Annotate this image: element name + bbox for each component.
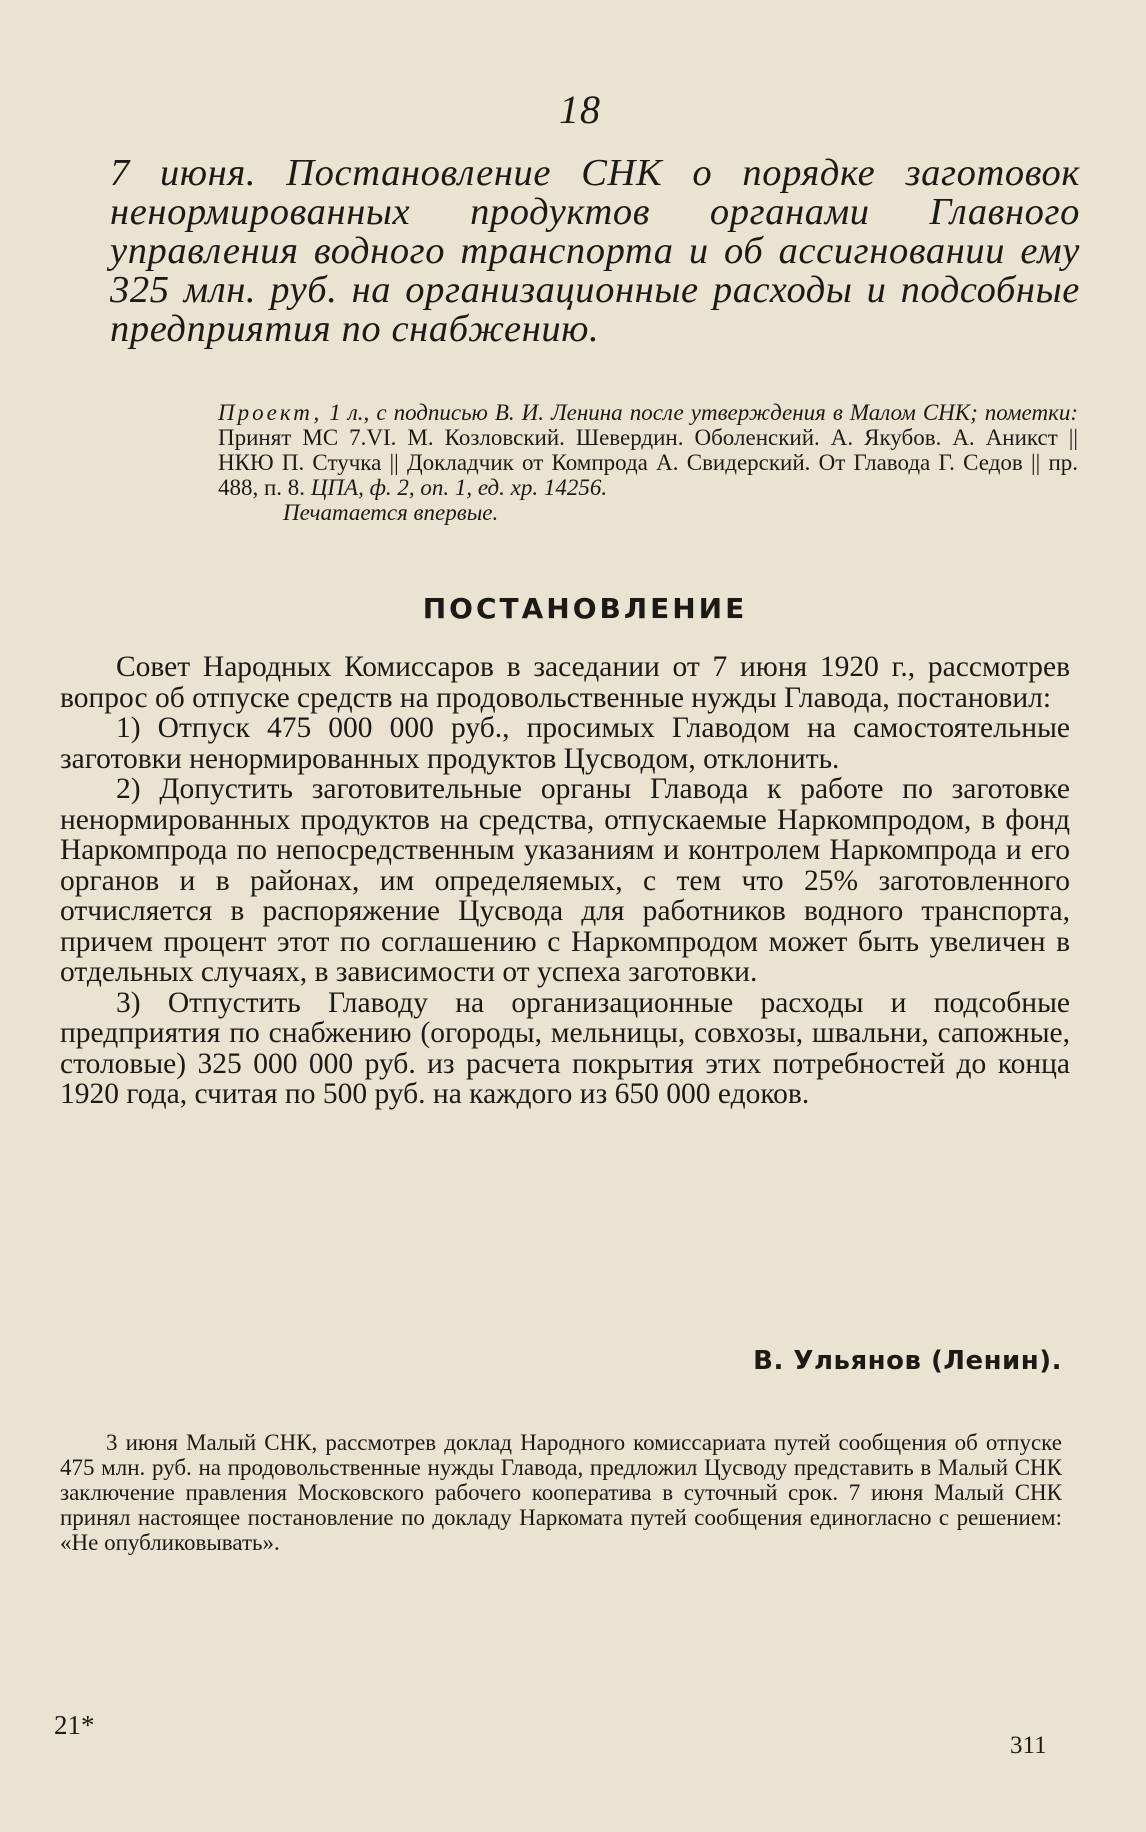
resolution-paragraph: 2) Допустить заготовительные органы Главода к работе по заготовке ненормированных продуктов на средства, отпускаемые Наркомпродом, в фонд Наркомпрода по непосредственным указаниям и контролем Наркомпрода и его органов и в районах, им определяемых, с тем что 25% заготовленного отчисляется в распоряжение Цусвода для работников водного транспорта, причем процент этот по соглашению с Наркомпродом может быть увеличен в отдельных случаях, в зависимости от успеха заготовки.	[60, 773, 1070, 988]
page-number: 311	[1010, 1732, 1047, 1759]
document-heading: 7 июня. Постановление СНК о порядке заготовок ненормированных продуктов органами Главного управления водного транспорта и об ассигновании ему 325 млн. руб. на организационные расходы и подсобные предприятия по снабжению.	[110, 152, 1080, 350]
source-note-annotations: Принят МС 7.VI. М. Козловский. Шевердин. Оболенский. А. Якубов. А. Аникст || НКЮ П. Стучка || Докладчик от Компрода А. Свидерский. От Главода Г. Седов || пр. 488, п. 8.	[218, 425, 1078, 500]
signature-mark: 21*	[54, 1710, 95, 1740]
resolution-title: ПОСТАНОВЛЕНИЕ	[422, 592, 748, 625]
source-note-printed-first: Печатается впервые.	[283, 500, 499, 525]
footnote-text: 3 июня Малый СНК, рассмотрев доклад Народного комиссариата путей сообщения об отпуске 475 млн. руб. на продовольственные нужды Главода, предложил Цусводу представить в Малый СНК заключение правления Московского рабочего кооператива в суточный срок. 7 июня Малый СНК принял настоящее постановление по докладу Наркомата путей сообщения единогласно с решением: «Не опубликовывать».	[60, 1430, 1062, 1555]
document-number: 18	[559, 87, 601, 132]
source-note-draft-label: Проект,	[218, 400, 323, 425]
resolution-paragraph: 3) Отпустить Главоду на организационные расходы и подсобные предприятия по снабжению (огороды, мельницы, совхозы, швальни, сапожные, столовые) 325 000 000 руб. из расчета покрытия этих потребностей до конца 1920 года, считая по 500 руб. на каждого из 650 000 едоков.	[60, 986, 1070, 1110]
resolution-paragraph: 1) Отпуск 475 000 000 руб., просимых Главодом на самостоятельные заготовки ненормированных продуктов Цусводом, отклонить.	[60, 712, 1070, 775]
source-note	[218, 400, 1078, 525]
signature: В. Ульянов (Ленин).	[753, 1346, 1062, 1376]
resolution-body	[60, 652, 1070, 1110]
footnote	[60, 1430, 1062, 1555]
source-note-description: 1 л., с подписью В. И. Ленина после утверждения в Малом СНК; пометки:	[322, 400, 1078, 425]
resolution-paragraph: Совет Народных Комиссаров в заседании от 7 июня 1920 г., рассмотрев вопрос об отпуске средств на продовольственные нужды Главода, постановил:	[60, 651, 1070, 714]
source-note-archive: ЦПА, ф. 2, оп. 1, ед. хр. 14256.	[310, 475, 608, 500]
